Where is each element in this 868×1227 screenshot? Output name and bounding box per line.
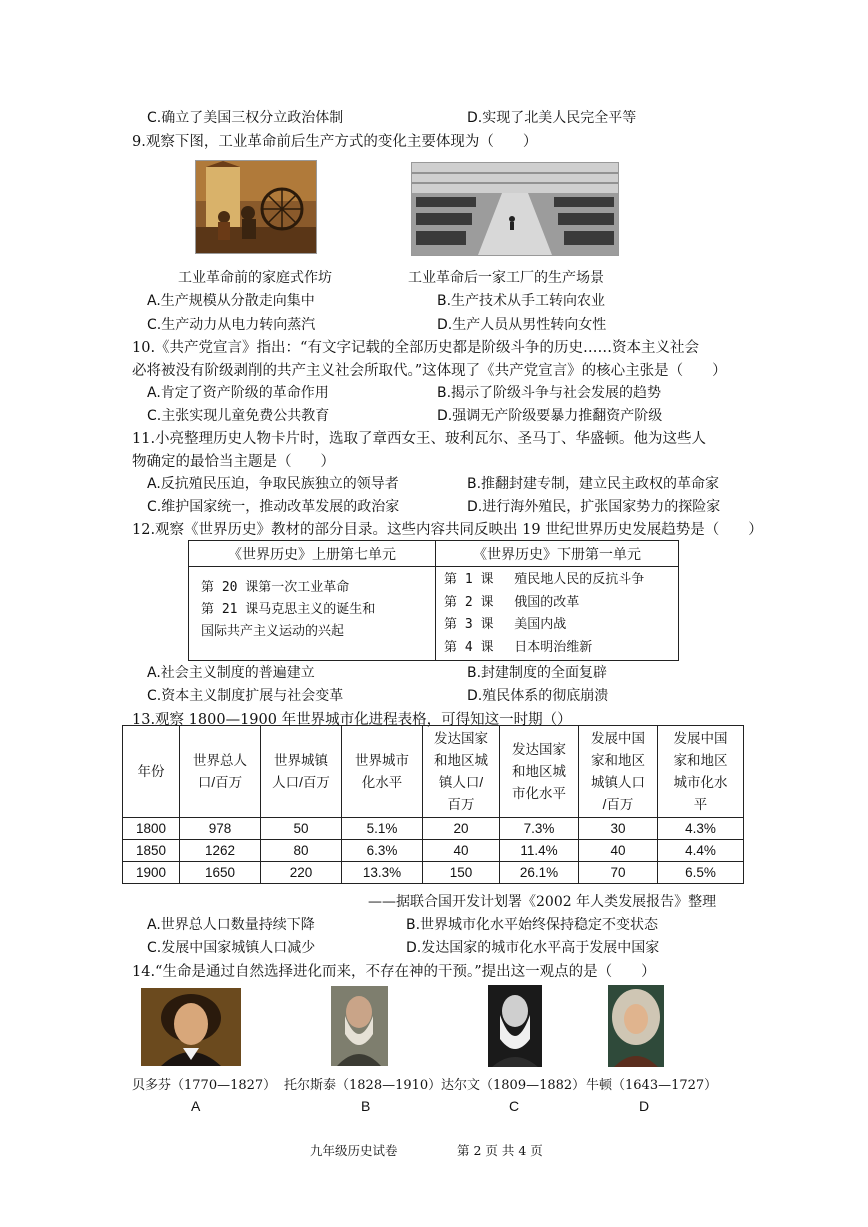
cell: 5.1%: [342, 818, 423, 840]
q10-option-a: A.肯定了资产阶级的革命作用: [147, 385, 329, 401]
header-cell: 世界城市 化水平: [342, 726, 423, 818]
cell: 30: [579, 818, 658, 840]
toc-right-line: 第 3 课 美国内战: [444, 617, 567, 632]
caption-workshop: 工业革命前的家庭式作坊: [178, 270, 332, 286]
newton-label: 牛顿（1643—1727）: [586, 1078, 718, 1093]
header-cell: 发达国家 和地区城 市化水平: [500, 726, 579, 818]
q9-option-c: C.生产动力从电力转向蒸汽: [147, 317, 316, 333]
toc-left-cell: [189, 567, 436, 661]
header-cell: 发展中国 家和地区 城镇人口 /百万: [579, 726, 658, 818]
q12-option-d: D.殖民体系的彻底崩溃: [467, 688, 609, 704]
toc-header-right: 《世界历史》下册第一单元: [436, 541, 679, 567]
q10-stem-line2: 必将被没有阶级剥削的共产主义社会所取代。”这体现了《共产党宣言》的核心主张是（ ）: [132, 363, 727, 379]
cell: 6.5%: [658, 862, 744, 884]
footer-page-number: 第 2 页 共 4 页: [457, 1143, 543, 1158]
toc-right-line: 第 2 课 俄国的改革: [444, 594, 580, 610]
cell: 1650: [180, 862, 261, 884]
table-row: [123, 840, 744, 862]
footer-title: 九年级历史试卷: [310, 1143, 398, 1158]
toc-left-line: 第 21 课马克思主义的诞生和: [201, 602, 376, 617]
cell: 1262: [180, 840, 261, 862]
q13-option-c: C.发展中国家城镇人口减少: [147, 940, 316, 956]
q11-option-c: C.维护国家统一，推动改革发展的政治家: [147, 499, 400, 515]
q10-option-b: B.揭示了阶级斗争与社会发展的趋势: [437, 385, 662, 401]
q12-stem: 12.观察《世界历史》教材的部分目录。这些内容共同反映出 19 世纪世界历史发展趋势是（ ）: [132, 522, 763, 538]
cell: 11.4%: [500, 840, 579, 862]
q8-option-c: C.确立了美国三权分立政治体制: [147, 110, 344, 126]
textbook-toc-table: [188, 540, 679, 661]
cell: 26.1%: [500, 862, 579, 884]
q9-option-a: A.生产规模从分散走向集中: [147, 293, 315, 309]
cell: 1850: [123, 840, 180, 862]
cell: 220: [261, 862, 342, 884]
option-letter-a: A: [191, 1098, 201, 1114]
table-header-row: [123, 726, 744, 818]
header-cell: 发展中国 家和地区 城市化水 平: [658, 726, 744, 818]
toc-left-line: 国际共产主义运动的兴起: [201, 624, 345, 639]
q11-option-d: D.进行海外殖民，扩张国家势力的探险家: [467, 499, 721, 515]
urbanization-table: [122, 725, 744, 884]
cell: 20: [423, 818, 500, 840]
header-cell: 发达国家 和地区城 镇人口/ 百万: [423, 726, 500, 818]
caption-factory: 工业革命后一家工厂的生产场景: [408, 270, 604, 286]
q10-option-d: D.强调无产阶级要暴力推翻资产阶级: [437, 408, 663, 424]
option-letter-c: C: [509, 1098, 520, 1114]
q12-option-c: C.资本主义制度扩展与社会变革: [147, 688, 344, 704]
header-cell: 年份: [123, 726, 180, 818]
option-letter-d: D: [639, 1098, 650, 1114]
cell: 13.3%: [342, 862, 423, 884]
cell: 978: [180, 818, 261, 840]
toc-header-left: 《世界历史》上册第七单元: [189, 541, 436, 567]
cell: 4.3%: [658, 818, 744, 840]
option-letter-b: B: [361, 1098, 371, 1114]
header-cell: 世界城镇 人口/百万: [261, 726, 342, 818]
cell: 1800: [123, 818, 180, 840]
q12-option-b: B.封建制度的全面复辟: [467, 665, 608, 681]
darwin-portrait: [488, 985, 542, 1067]
q11-option-a: A.反抗殖民压迫，争取民族独立的领导者: [147, 476, 399, 492]
darwin-label: 达尔文（1809—1882）: [441, 1078, 586, 1093]
q13-option-a: A.世界总人口数量持续下降: [147, 917, 315, 933]
tolstoy-portrait: [331, 986, 388, 1066]
q13-stem: 13.观察 1800—1900 年世界城市化进程表格，可得知这一时期（）: [132, 712, 572, 728]
q10-option-c: C.主张实现儿童免费公共教育: [147, 408, 330, 424]
q11-stem-line1: 11.小亮整理历史人物卡片时，选取了章西女王、玻利瓦尔、圣马丁、华盛顿。他为这些人: [132, 431, 707, 447]
beethoven-label: 贝多芬（1770—1827）: [132, 1078, 277, 1093]
beethoven-portrait: [141, 988, 241, 1066]
toc-right-line: 第 1 课 殖民地人民的反抗斗争: [444, 572, 645, 587]
toc-right-cell: [436, 567, 679, 661]
cell: 150: [423, 862, 500, 884]
q11-option-b: B.推翻封建专制，建立民主政权的革命家: [467, 476, 720, 492]
cell: 70: [579, 862, 658, 884]
cell: 40: [423, 840, 500, 862]
toc-left-line: 第 20 课第一次工业革命: [201, 580, 350, 595]
cell: 50: [261, 818, 342, 840]
newton-portrait: [608, 985, 664, 1067]
toc-right-line: 第 4 课 日本明治维新: [444, 639, 593, 655]
q13-option-d: D.发达国家的城市化水平高于发展中国家: [406, 940, 660, 956]
factory-image: [411, 162, 619, 256]
table-row: [123, 818, 744, 840]
cell: 4.4%: [658, 840, 744, 862]
q9-option-d: D.生产人员从男性转向女性: [437, 317, 607, 333]
table-row: [123, 862, 744, 884]
workshop-image: [195, 160, 317, 254]
cell: 80: [261, 840, 342, 862]
tolstoy-label: 托尔斯泰（1828—1910）: [284, 1078, 442, 1093]
cell: 40: [579, 840, 658, 862]
cell: 6.3%: [342, 840, 423, 862]
q11-stem-line2: 物确定的最恰当主题是（ ）: [132, 454, 335, 470]
q13-option-b: B.世界城市化水平始终保持稳定不变状态: [406, 917, 659, 933]
q9-stem: 9.观察下图，工业革命前后生产方式的变化主要体现为（ ）: [132, 134, 538, 150]
q13-source: ——据联合国开发计划署《2002 年人类发展报告》整理: [368, 894, 717, 910]
header-cell: 世界总人 口/百万: [180, 726, 261, 818]
q12-option-a: A.社会主义制度的普遍建立: [147, 665, 315, 681]
q8-option-d: D.实现了北美人民完全平等: [467, 110, 637, 126]
q9-option-b: B.生产技术从手工转向农业: [437, 293, 606, 309]
cell: 1900: [123, 862, 180, 884]
q10-stem-line1: 10.《共产党宣言》指出：“有文字记载的全部历史都是阶级斗争的历史……资本主义社会: [132, 340, 699, 356]
q14-stem: 14.“生命是通过自然选择进化而来，不存在神的干预。”提出这一观点的是（ ）: [132, 964, 656, 980]
cell: 7.3%: [500, 818, 579, 840]
